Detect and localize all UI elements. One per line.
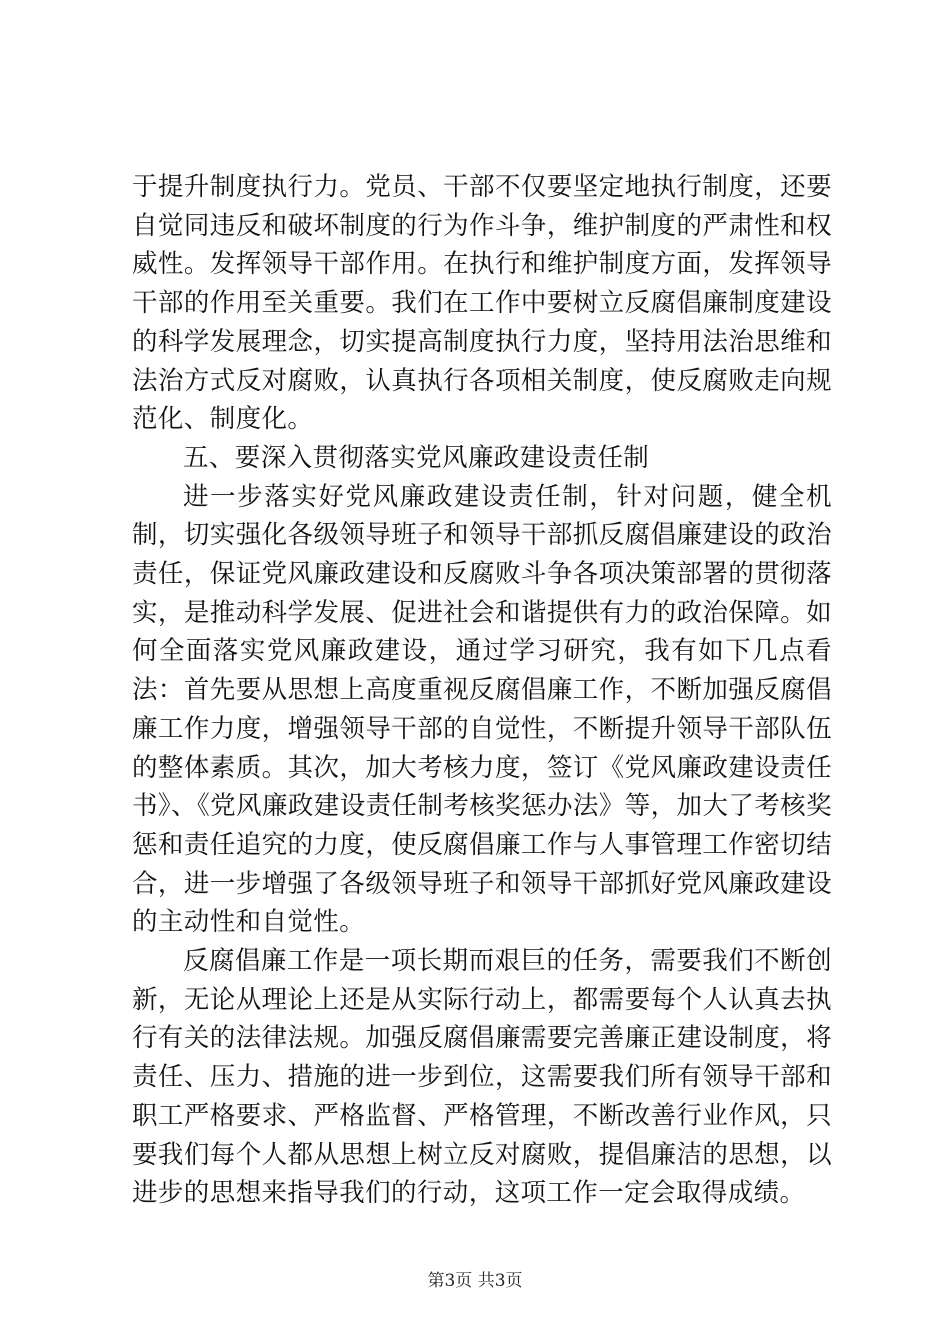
- paragraph-responsibility: 进一步落实好党风廉政建设责任制，针对问题，健全机制，切实强化各级领导班子和领导干部抓反腐倡廉建设的政治责任，保证党风廉政建设和反腐败斗争各项决策部署的贯彻落实，是推动科学发展、促进社会和谐提供有力的政治保障。如何全面落实党风廉政建设，通过学习研究，我有如下几点看法：首先要从思想上高度重视反腐倡廉工作，不断加强反腐倡廉工作力度，增强领导干部的自觉性，不断提升领导干部队伍的整体素质。其次，加大考核力度，签订《党风廉政建设责任书》、《党风廉政建设责任制考核奖惩办法》等，加大了考核奖惩和责任追究的力度，使反腐倡廉工作与人事管理工作密切结合，进一步增强了各级领导班子和领导干部抓好党风廉政建设的主动性和自觉性。: [132, 481, 832, 938]
- document-body: [132, 168, 832, 1213]
- paragraph-continuation: 于提升制度执行力。党员、干部不仅要坚定地执行制度，还要自觉同违反和破坏制度的行为作斗争，维护制度的严肃性和权威性。发挥领导干部作用。在执行和维护制度方面，发挥领导干部的作用至关重要。我们在工作中要树立反腐倡廉制度建设的科学发展理念，切实提高制度执行力度，坚持用法治思维和法治方式反对腐败，认真执行各项相关制度，使反腐败走向规范化、制度化。: [132, 172, 832, 435]
- paragraph-conclusion: 反腐倡廉工作是一项长期而艰巨的任务，需要我们不断创新，无论从理论上还是从实际行动上，都需要每个人认真去执行有关的法律法规。加强反腐倡廉需要完善廉正建设制度，将责任、压力、措施的进一步到位，这需要我们所有领导干部和职工严格要求、严格监督、严格管理，不断改善行业作风，只要我们每个人都从思想上树立反对腐败，提倡廉洁的思想，以进步的思想来指导我们的行动，这项工作一定会取得成绩。: [132, 946, 832, 1209]
- section-heading: 五、要深入贯彻落实党风廉政建设责任制: [183, 442, 650, 473]
- page-footer: 第3页 共3页: [427, 1271, 523, 1291]
